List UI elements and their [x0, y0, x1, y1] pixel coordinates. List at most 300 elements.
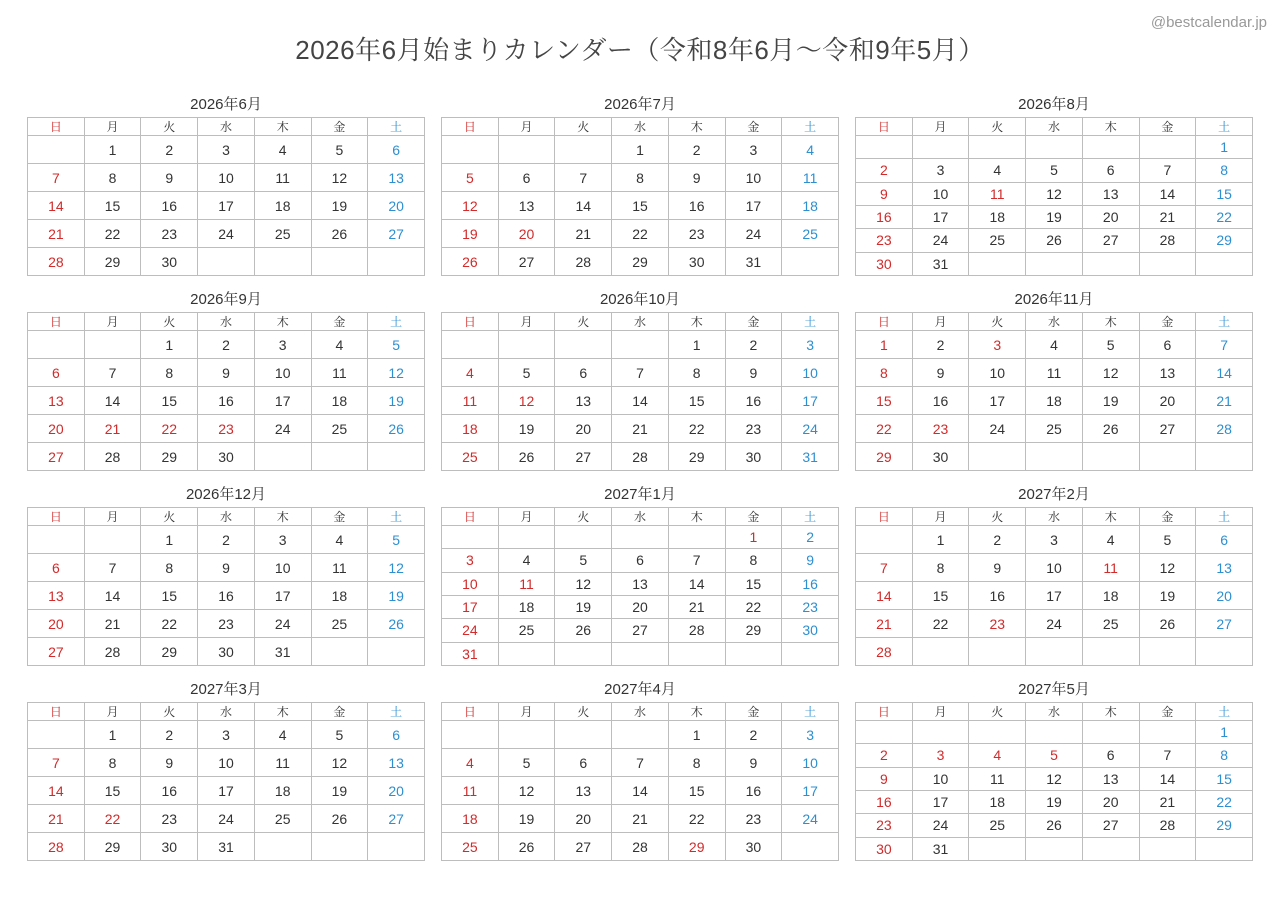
weekday-header: 金 — [1140, 313, 1197, 331]
day-cell: 20 — [555, 415, 612, 443]
day-cell: 13 — [1140, 359, 1197, 387]
day-cell: 7 — [28, 164, 85, 192]
weekday-header: 土 — [782, 703, 839, 721]
weekday-header: 日 — [856, 703, 913, 721]
day-cell: 6 — [368, 136, 425, 164]
empty-cell — [1140, 136, 1197, 159]
day-cell: 16 — [726, 777, 783, 805]
empty-cell — [255, 248, 312, 276]
day-cell: 21 — [555, 220, 612, 248]
empty-cell — [312, 833, 369, 861]
empty-cell — [669, 643, 726, 666]
day-cell: 17 — [913, 791, 970, 814]
empty-cell — [612, 526, 669, 549]
day-cell: 1 — [1196, 721, 1253, 744]
weekday-header: 土 — [1196, 508, 1253, 526]
day-cell: 26 — [312, 220, 369, 248]
day-cell: 19 — [368, 582, 425, 610]
day-cell: 2 — [856, 159, 913, 182]
day-cell: 20 — [1083, 206, 1140, 229]
day-cell: 10 — [442, 573, 499, 596]
day-cell: 21 — [612, 415, 669, 443]
day-cell: 8 — [85, 164, 142, 192]
month-title: 2027年4月 — [604, 681, 676, 698]
day-cell: 29 — [141, 443, 198, 471]
weekday-header: 月 — [499, 703, 556, 721]
day-cell: 14 — [612, 387, 669, 415]
day-cell: 20 — [1140, 387, 1197, 415]
empty-cell — [312, 443, 369, 471]
empty-cell — [368, 833, 425, 861]
empty-cell — [255, 833, 312, 861]
day-cell: 23 — [856, 229, 913, 252]
empty-cell — [555, 643, 612, 666]
day-cell: 1 — [612, 136, 669, 164]
day-cell: 3 — [969, 331, 1026, 359]
day-cell: 6 — [612, 549, 669, 572]
day-cell: 14 — [28, 777, 85, 805]
day-cell: 23 — [198, 610, 255, 638]
day-cell: 18 — [499, 596, 556, 619]
day-cell: 27 — [555, 833, 612, 861]
day-cell: 24 — [255, 415, 312, 443]
day-cell: 29 — [856, 443, 913, 471]
day-cell: 29 — [669, 833, 726, 861]
empty-cell — [726, 643, 783, 666]
weekday-header: 金 — [312, 508, 369, 526]
month-table — [855, 312, 1253, 471]
day-cell: 24 — [913, 814, 970, 837]
day-cell: 22 — [669, 805, 726, 833]
day-cell: 2 — [669, 136, 726, 164]
weekday-header: 木 — [1083, 313, 1140, 331]
day-cell: 15 — [1196, 768, 1253, 791]
day-cell: 7 — [85, 359, 142, 387]
month-table — [27, 507, 425, 666]
weekday-header: 土 — [368, 703, 425, 721]
empty-cell — [85, 526, 142, 554]
day-cell: 7 — [28, 749, 85, 777]
month-table — [441, 507, 839, 666]
day-cell: 19 — [1026, 791, 1083, 814]
day-cell: 21 — [612, 805, 669, 833]
day-cell: 14 — [1140, 183, 1197, 206]
day-cell: 30 — [141, 833, 198, 861]
empty-cell — [669, 526, 726, 549]
weekday-header: 金 — [1140, 118, 1197, 136]
empty-cell — [368, 638, 425, 666]
day-cell: 23 — [969, 610, 1026, 638]
day-cell: 9 — [782, 549, 839, 572]
day-cell: 1 — [726, 526, 783, 549]
day-cell: 1 — [913, 526, 970, 554]
day-cell: 16 — [856, 206, 913, 229]
day-cell: 6 — [368, 721, 425, 749]
day-cell: 14 — [85, 387, 142, 415]
month-calendar — [441, 677, 839, 861]
day-cell: 27 — [612, 619, 669, 642]
day-cell: 11 — [969, 768, 1026, 791]
weekday-header: 火 — [555, 508, 612, 526]
day-cell: 10 — [726, 164, 783, 192]
day-cell: 28 — [28, 833, 85, 861]
day-cell: 27 — [555, 443, 612, 471]
weekday-header: 水 — [612, 313, 669, 331]
day-cell: 10 — [913, 183, 970, 206]
day-cell: 12 — [1083, 359, 1140, 387]
day-cell: 31 — [255, 638, 312, 666]
day-cell: 21 — [85, 610, 142, 638]
day-cell: 4 — [1026, 331, 1083, 359]
day-cell: 22 — [612, 220, 669, 248]
day-cell: 15 — [612, 192, 669, 220]
day-cell: 20 — [555, 805, 612, 833]
day-cell: 24 — [782, 805, 839, 833]
empty-cell — [499, 643, 556, 666]
day-cell: 3 — [913, 159, 970, 182]
empty-cell — [312, 248, 369, 276]
day-cell: 7 — [612, 749, 669, 777]
day-cell: 23 — [913, 415, 970, 443]
month-calendar — [27, 287, 425, 471]
day-cell: 9 — [141, 164, 198, 192]
day-cell: 18 — [782, 192, 839, 220]
empty-cell — [856, 136, 913, 159]
day-cell: 21 — [1196, 387, 1253, 415]
month-table — [855, 507, 1253, 666]
weekday-header: 金 — [1140, 508, 1197, 526]
weekday-header: 水 — [612, 508, 669, 526]
day-cell: 27 — [368, 805, 425, 833]
weekday-header: 土 — [782, 313, 839, 331]
weekday-header: 木 — [255, 508, 312, 526]
day-cell: 9 — [198, 359, 255, 387]
day-cell: 28 — [28, 248, 85, 276]
day-cell: 1 — [669, 331, 726, 359]
day-cell: 11 — [782, 164, 839, 192]
day-cell: 4 — [969, 159, 1026, 182]
day-cell: 5 — [312, 721, 369, 749]
weekday-header: 火 — [555, 313, 612, 331]
day-cell: 22 — [1196, 206, 1253, 229]
day-cell: 18 — [969, 791, 1026, 814]
weekday-header: 月 — [499, 118, 556, 136]
day-cell: 3 — [198, 136, 255, 164]
day-cell: 3 — [1026, 526, 1083, 554]
empty-cell — [368, 248, 425, 276]
day-cell: 18 — [1083, 582, 1140, 610]
day-cell: 11 — [969, 183, 1026, 206]
weekday-header: 日 — [442, 703, 499, 721]
day-cell: 10 — [198, 164, 255, 192]
day-cell: 26 — [1026, 229, 1083, 252]
weekday-header: 月 — [499, 508, 556, 526]
day-cell: 23 — [669, 220, 726, 248]
empty-cell — [1083, 443, 1140, 471]
day-cell: 8 — [612, 164, 669, 192]
weekday-header: 日 — [442, 508, 499, 526]
day-cell: 1 — [856, 331, 913, 359]
empty-cell — [913, 721, 970, 744]
day-cell: 10 — [198, 749, 255, 777]
empty-cell — [368, 443, 425, 471]
month-title: 2027年5月 — [1018, 681, 1090, 698]
day-cell: 15 — [856, 387, 913, 415]
empty-cell — [1026, 638, 1083, 666]
day-cell: 4 — [499, 549, 556, 572]
day-cell: 5 — [1026, 159, 1083, 182]
day-cell: 12 — [555, 573, 612, 596]
weekday-header: 火 — [969, 703, 1026, 721]
day-cell: 2 — [969, 526, 1026, 554]
day-cell: 11 — [499, 573, 556, 596]
empty-cell — [555, 136, 612, 164]
day-cell: 4 — [969, 744, 1026, 767]
day-cell: 17 — [969, 387, 1026, 415]
weekday-header: 月 — [85, 118, 142, 136]
day-cell: 12 — [1026, 183, 1083, 206]
day-cell: 8 — [856, 359, 913, 387]
day-cell: 7 — [1196, 331, 1253, 359]
day-cell: 4 — [1083, 526, 1140, 554]
day-cell: 28 — [612, 443, 669, 471]
weekday-header: 月 — [85, 508, 142, 526]
day-cell: 8 — [726, 549, 783, 572]
day-cell: 16 — [669, 192, 726, 220]
day-cell: 27 — [1140, 415, 1197, 443]
day-cell: 26 — [312, 805, 369, 833]
day-cell: 16 — [856, 791, 913, 814]
day-cell: 3 — [442, 549, 499, 572]
day-cell: 9 — [856, 183, 913, 206]
day-cell: 25 — [442, 443, 499, 471]
day-cell: 26 — [1026, 814, 1083, 837]
month-table — [27, 117, 425, 276]
day-cell: 1 — [141, 331, 198, 359]
day-cell: 2 — [141, 136, 198, 164]
weekday-header: 土 — [782, 508, 839, 526]
empty-cell — [1026, 838, 1083, 861]
day-cell: 28 — [612, 833, 669, 861]
day-cell: 15 — [669, 387, 726, 415]
weekday-header: 木 — [669, 703, 726, 721]
day-cell: 19 — [1140, 582, 1197, 610]
day-cell: 18 — [442, 805, 499, 833]
day-cell: 30 — [141, 248, 198, 276]
empty-cell — [555, 526, 612, 549]
day-cell: 2 — [782, 526, 839, 549]
day-cell: 15 — [669, 777, 726, 805]
day-cell: 9 — [198, 554, 255, 582]
empty-cell — [969, 638, 1026, 666]
day-cell: 6 — [499, 164, 556, 192]
empty-cell — [255, 443, 312, 471]
day-cell: 6 — [1196, 526, 1253, 554]
empty-cell — [442, 136, 499, 164]
weekday-header: 水 — [612, 118, 669, 136]
day-cell: 22 — [1196, 791, 1253, 814]
day-cell: 4 — [255, 136, 312, 164]
weekday-header: 水 — [198, 703, 255, 721]
day-cell: 16 — [198, 582, 255, 610]
day-cell: 12 — [312, 164, 369, 192]
weekday-header: 木 — [669, 508, 726, 526]
day-cell: 20 — [1083, 791, 1140, 814]
weekday-header: 月 — [913, 118, 970, 136]
weekday-header: 日 — [28, 508, 85, 526]
day-cell: 2 — [726, 721, 783, 749]
day-cell: 9 — [726, 359, 783, 387]
day-cell: 3 — [198, 721, 255, 749]
month-title: 2026年10月 — [599, 291, 681, 308]
month-title: 2026年9月 — [190, 291, 262, 308]
day-cell: 3 — [255, 526, 312, 554]
day-cell: 23 — [782, 596, 839, 619]
day-cell: 13 — [499, 192, 556, 220]
weekday-header: 日 — [28, 703, 85, 721]
day-cell: 13 — [1083, 183, 1140, 206]
empty-cell — [612, 331, 669, 359]
day-cell: 29 — [141, 638, 198, 666]
empty-cell — [198, 248, 255, 276]
month-title: 2026年7月 — [604, 96, 676, 113]
site-credit[interactable]: @bestcalendar.jp — [1150, 14, 1267, 31]
weekday-header: 火 — [141, 703, 198, 721]
day-cell: 19 — [1026, 206, 1083, 229]
day-cell: 7 — [85, 554, 142, 582]
day-cell: 10 — [782, 749, 839, 777]
month-calendar — [27, 482, 425, 666]
day-cell: 8 — [1196, 744, 1253, 767]
day-cell: 25 — [1083, 610, 1140, 638]
day-cell: 25 — [1026, 415, 1083, 443]
empty-cell — [1196, 253, 1253, 276]
day-cell: 9 — [669, 164, 726, 192]
day-cell: 1 — [141, 526, 198, 554]
day-cell: 13 — [612, 573, 669, 596]
day-cell: 31 — [198, 833, 255, 861]
day-cell: 29 — [726, 619, 783, 642]
weekday-header: 金 — [1140, 703, 1197, 721]
empty-cell — [442, 331, 499, 359]
day-cell: 15 — [141, 582, 198, 610]
day-cell: 3 — [782, 721, 839, 749]
day-cell: 14 — [669, 573, 726, 596]
empty-cell — [1196, 838, 1253, 861]
month-table — [855, 702, 1253, 861]
day-cell: 14 — [612, 777, 669, 805]
empty-cell — [782, 833, 839, 861]
day-cell: 26 — [555, 619, 612, 642]
month-title: 2027年2月 — [1018, 486, 1090, 503]
day-cell: 22 — [141, 610, 198, 638]
weekday-header: 土 — [1196, 703, 1253, 721]
weekday-header: 土 — [368, 313, 425, 331]
day-cell: 21 — [28, 220, 85, 248]
day-cell: 19 — [1083, 387, 1140, 415]
day-cell: 14 — [28, 192, 85, 220]
weekday-header: 月 — [499, 313, 556, 331]
day-cell: 6 — [1083, 159, 1140, 182]
day-cell: 13 — [28, 582, 85, 610]
day-cell: 19 — [499, 805, 556, 833]
day-cell: 4 — [442, 749, 499, 777]
weekday-header: 金 — [726, 508, 783, 526]
month-title: 2026年6月 — [190, 96, 262, 113]
weekday-header: 木 — [1083, 703, 1140, 721]
weekday-header: 金 — [312, 313, 369, 331]
day-cell: 3 — [726, 136, 783, 164]
day-cell: 30 — [198, 443, 255, 471]
day-cell: 11 — [255, 164, 312, 192]
empty-cell — [28, 721, 85, 749]
day-cell: 6 — [1083, 744, 1140, 767]
day-cell: 28 — [1196, 415, 1253, 443]
empty-cell — [28, 526, 85, 554]
day-cell: 26 — [368, 610, 425, 638]
day-cell: 10 — [255, 554, 312, 582]
day-cell: 11 — [1083, 554, 1140, 582]
day-cell: 8 — [85, 749, 142, 777]
weekday-header: 月 — [913, 703, 970, 721]
day-cell: 5 — [368, 526, 425, 554]
empty-cell — [1026, 136, 1083, 159]
month-table — [27, 702, 425, 861]
weekday-header: 火 — [969, 508, 1026, 526]
day-cell: 23 — [726, 805, 783, 833]
day-cell: 9 — [969, 554, 1026, 582]
page-title: 2026年6月始まりカレンダー（令和8年6月〜令和9年5月） — [295, 35, 985, 65]
day-cell: 24 — [198, 805, 255, 833]
day-cell: 22 — [913, 610, 970, 638]
day-cell: 13 — [555, 387, 612, 415]
day-cell: 29 — [85, 833, 142, 861]
day-cell: 11 — [442, 777, 499, 805]
day-cell: 24 — [255, 610, 312, 638]
day-cell: 25 — [255, 220, 312, 248]
day-cell: 2 — [141, 721, 198, 749]
empty-cell — [612, 721, 669, 749]
day-cell: 13 — [555, 777, 612, 805]
day-cell: 12 — [499, 777, 556, 805]
day-cell: 1 — [85, 136, 142, 164]
empty-cell — [499, 331, 556, 359]
day-cell: 25 — [969, 814, 1026, 837]
day-cell: 1 — [1196, 136, 1253, 159]
empty-cell — [969, 838, 1026, 861]
weekday-header: 金 — [312, 703, 369, 721]
day-cell: 20 — [1196, 582, 1253, 610]
weekday-header: 水 — [1026, 508, 1083, 526]
empty-cell — [1140, 638, 1197, 666]
day-cell: 24 — [198, 220, 255, 248]
month-title: 2027年1月 — [604, 486, 676, 503]
day-cell: 27 — [368, 220, 425, 248]
day-cell: 4 — [255, 721, 312, 749]
day-cell: 29 — [1196, 229, 1253, 252]
day-cell: 27 — [1083, 229, 1140, 252]
day-cell: 19 — [442, 220, 499, 248]
day-cell: 25 — [255, 805, 312, 833]
day-cell: 27 — [1083, 814, 1140, 837]
day-cell: 6 — [28, 359, 85, 387]
empty-cell — [28, 136, 85, 164]
day-cell: 27 — [28, 638, 85, 666]
day-cell: 19 — [312, 777, 369, 805]
day-cell: 2 — [913, 331, 970, 359]
weekday-header: 水 — [612, 703, 669, 721]
day-cell: 14 — [856, 582, 913, 610]
